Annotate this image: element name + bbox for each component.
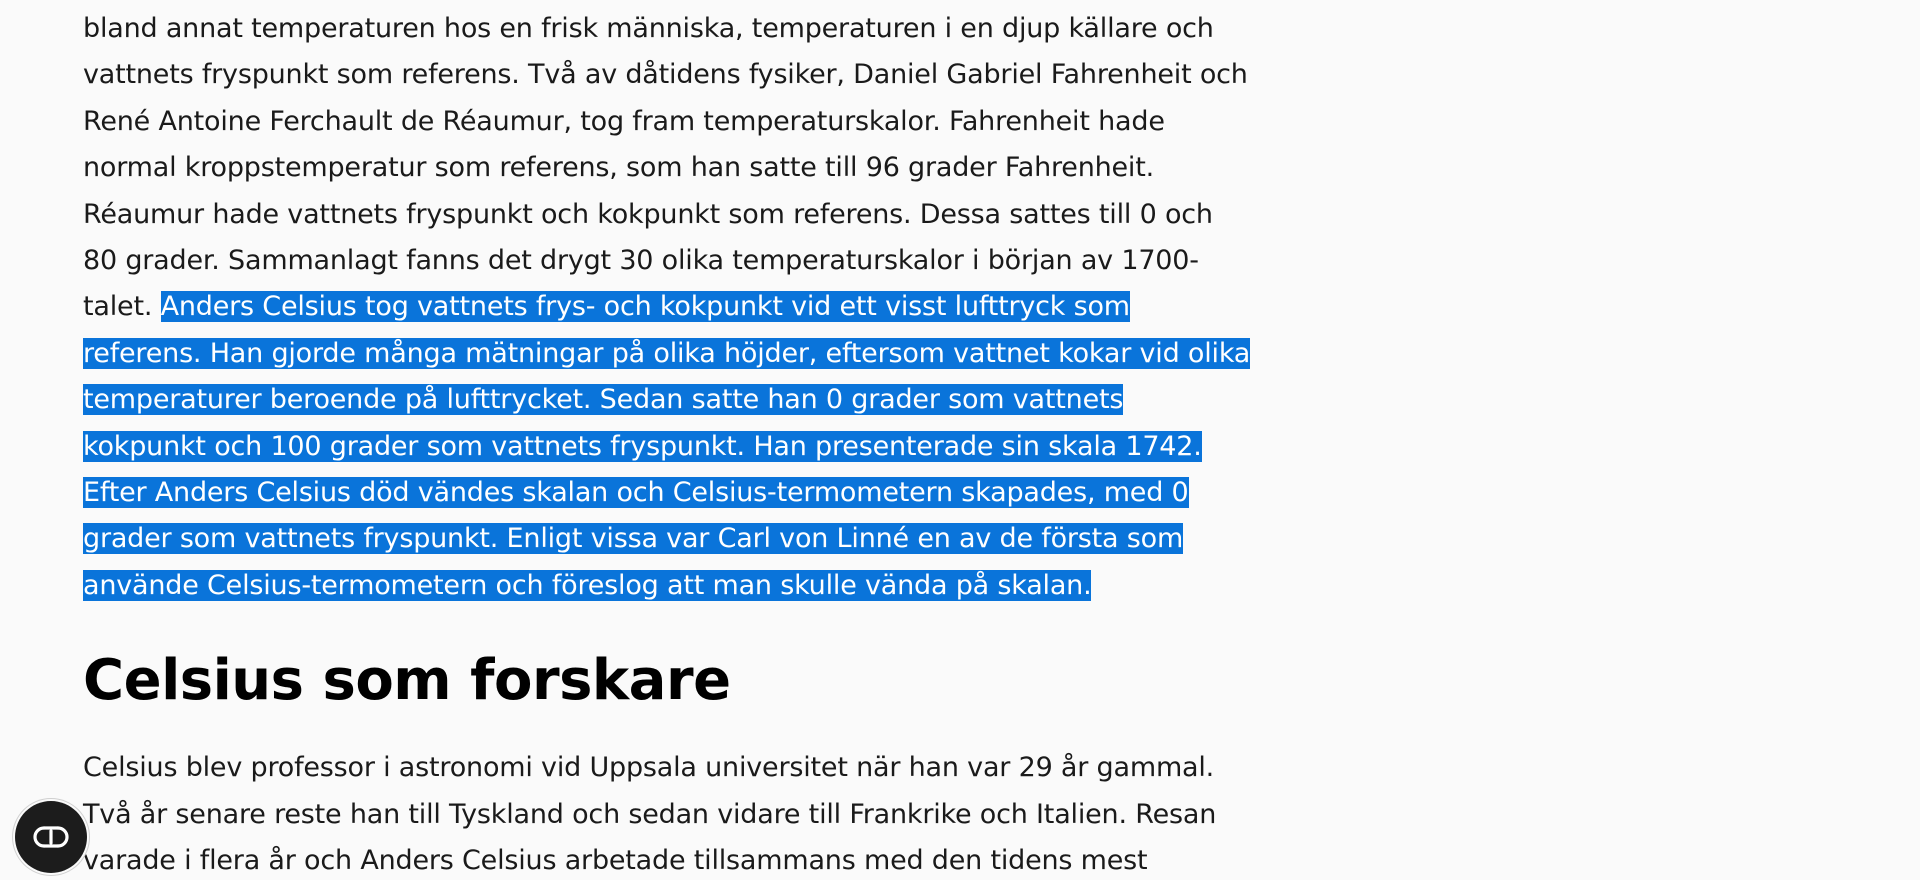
selected-text-highlight[interactable]: Anders Celsius tog vattnets frys- och kokpunkt vid ett visst lufttryck som referens. Han gjorde många mätningar på olika höjder, eftersom vattnet kokar vid olika temperaturer beroende på lufttrycket. Sedan satte han 0 grader som vattnets kokpunkt och 100 grader som vattnets fryspunkt. Han presenterade sin skala 1742. Efter Anders Celsius död vändes skalan och Celsius-termometern skapades, med 0 grader som vattnets fryspunkt. Enligt vissa var Carl von Linné en av de första som använde Celsius-termometern och föreslog att man skulle vända på skalan. xyxy=(83,291,1251,601)
accessibility-toggle-icon xyxy=(32,825,70,849)
paragraph-text-unselected: bland annat temperaturen hos en frisk människa, temperaturen i en djup källare och vattnets fryspunkt som referens. Två av dåtidens fysiker, Daniel Gabriel Fahrenheit och René Antoine Ferchault de Réaumur, tog fram temperaturskalor. Fahrenheit hade normal kroppstemperatur som referens, som han satte till 96 grader Fahrenheit. Réaumur hade vattnets fryspunkt och kokpunkt som referens. Dessa sattes till 0 och 80 grader. Sammanlagt fanns det drygt 30 olika temperaturskalor i början av 1700-talet. xyxy=(83,13,1248,323)
accessibility-button[interactable] xyxy=(15,801,87,873)
section-heading: Celsius som forskare xyxy=(83,648,731,714)
paragraph-temperature-scales xyxy=(83,6,1253,609)
paragraph-celsius-researcher: Celsius blev professor i astronomi vid Uppsala universitet när han var 29 år gammal. Två år senare reste han till Tyskland och sedan vidare till Frankrike och Italien. Resan varade i flera år och Anders Celsius arbetade tillsammans med den tidens mest xyxy=(83,752,1217,877)
article-body xyxy=(83,6,1253,880)
